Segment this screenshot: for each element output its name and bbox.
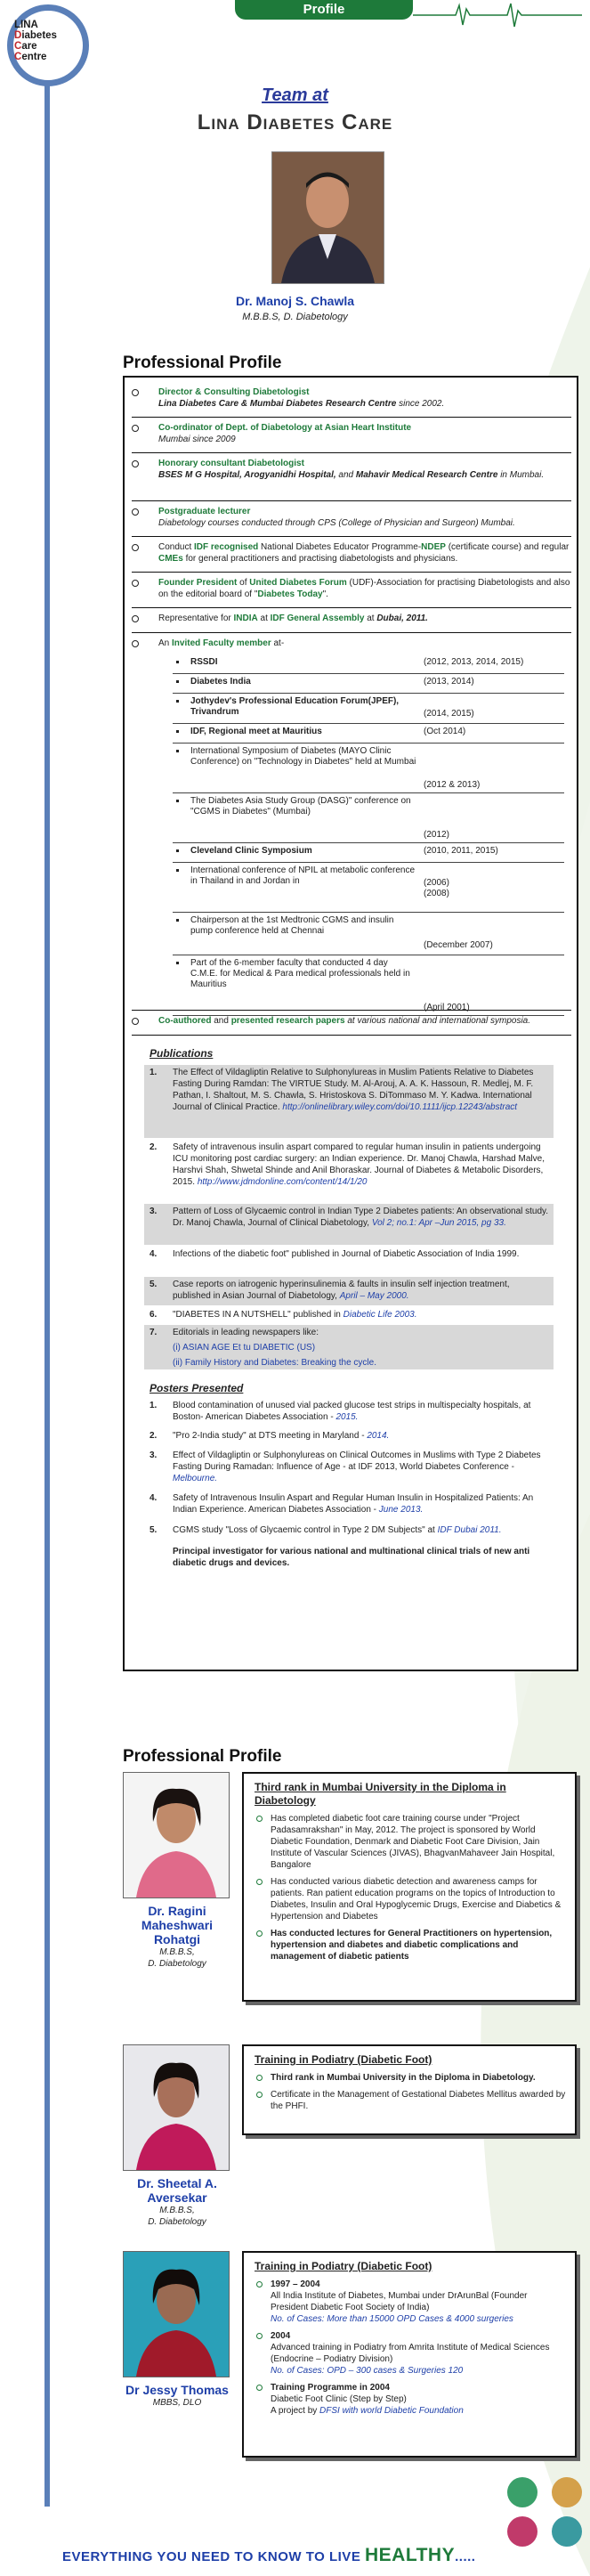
table-row: Part of the 6-member faculty that conducted 4 day C.M.E. for Medical & Para medical professionals held in Mauritius (April 2001) xyxy=(173,958,564,1016)
bullet-icon xyxy=(256,1879,263,1885)
publications-heading: Publications xyxy=(150,1047,214,1060)
team-name: Dr. Ragini Maheshwari Rohatgi xyxy=(141,1904,214,1946)
centre-title: Lina Diabetes Care xyxy=(197,110,393,134)
bullet-icon xyxy=(132,615,139,622)
decor-dot xyxy=(507,2477,537,2507)
profile-tab[interactable]: Profile xyxy=(235,0,413,20)
table-row: Jothydev's Professional Education Forum(JPEF), Trivandrum (2014, 2015) xyxy=(173,696,564,724)
team-photo xyxy=(123,1772,230,1898)
bullet-icon xyxy=(132,425,139,432)
bullet-icon xyxy=(132,1018,139,1025)
table-row: Diabetes India (2013, 2014) xyxy=(173,677,564,694)
list-item: 5. Case reports on iatrogenic hyperinsulinemia & faults in insulin self injection treatment, published in Asian Journal of Diabetology, April – May 2000. xyxy=(144,1277,554,1306)
table-row: RSSDI (2012, 2013, 2014, 2015) xyxy=(173,657,564,674)
decor-dot xyxy=(507,2516,537,2547)
decor-dot xyxy=(552,2516,582,2547)
ecg-line-icon xyxy=(413,2,582,28)
list-item: 3. Pattern of Loss of Glycaemic control in Indian Type 2 Diabetes patients: An observational study. Dr. Manoj Chawla, Journal of Clinical Diabetology, Vol 2; no.1: Apr –Jun 2015, pg 33. xyxy=(144,1204,554,1246)
table-row: Cleveland Clinic Symposium (2010, 2011, 2015) xyxy=(173,846,564,863)
team-card-ragini xyxy=(123,1772,231,1970)
team-degree: M.B.B.S, xyxy=(159,2206,195,2215)
bullet-icon xyxy=(256,2092,263,2098)
bullet-icon xyxy=(132,508,139,516)
bullet-icon xyxy=(132,640,139,647)
list-item: 4. Infections of the diabetic foot" published in Journal of Diabetic Association of India 1999. xyxy=(144,1247,554,1276)
list-item: Has conducted lectures for General Practitioners on hypertension, hypertension and diabetes and diabetic complications and management of diabetic patients xyxy=(255,1928,566,1962)
posters-heading: Posters Presented xyxy=(150,1382,244,1394)
bullet-icon xyxy=(256,2333,263,2339)
team-name: Dr Jessy Thomas xyxy=(125,2383,229,2397)
list-item: 1. Blood contamination of unused vial packed glucose test strips in multispecialty hospitals, at Boston- American Diabetes Association - 2015. xyxy=(150,1401,531,1422)
bullet-icon xyxy=(256,2075,263,2081)
team-card-jessy xyxy=(123,2251,231,2409)
profile-item: Co-ordinator of Dept. of Diabetology at Asian Heart Institute Mumbai since 2009 xyxy=(132,422,571,453)
team-degree: D. Diabetology xyxy=(148,1959,206,1969)
team-degree: D. Diabetology xyxy=(148,2217,206,2227)
table-row: Chairperson at the 1st Medtronic CGMS and insulin pump conference held at Chennai (December 2007) xyxy=(173,915,564,955)
list-item: Has conducted various diabetic detection and awareness camps for patients. Ran patient education programs on the topics of Introduction to Diabetes, Insulin and Oral Hypoglycemic Drugs, Exercise and Diabetics & Hypertension and Diabetes xyxy=(255,1876,566,1922)
profile-item: Honorary consultant Diabetologist BSES M G Hospital, Arogyanidhi Hospital, and Mahavir Medical Research Centre in Mumbai. xyxy=(132,458,571,501)
team-box-jessy xyxy=(242,2251,577,2458)
profile-item: Representative for INDIA at IDF General Assembly at Dubai, 2011. xyxy=(132,613,571,633)
team-at-heading: Team at xyxy=(262,85,328,105)
list-item: 2004 Advanced training in Podiatry from Amrita Institute of Medical Sciences (Endocrine – Podiatry Division) No. of Cases: OPD – 300 cases & Surgeries 120 xyxy=(255,2330,566,2377)
list-item: 6. "DIABETES IN A NUTSHELL" published in Diabetic Life 2003. xyxy=(144,1307,554,1324)
professional-profile-box xyxy=(123,376,578,1671)
section-title-professional-profile: Professional Profile xyxy=(123,353,282,372)
bullet-icon xyxy=(256,1816,263,1822)
list-item: 2. Safety of intravenous insulin aspart compared to regular human insulin in patients undergoing ICU monitoring post cardiac surgery: an Indian experience. Dr. Manoj Chawla, Harshad Malve, Harshvi Shah, Shwetal Shinde and Anil Bhoraskar. Journal of Diabetes & Metabolic Disorders, 2015. http://www.jdmdonline.com/content/14/1/20 xyxy=(144,1140,554,1203)
list-item: Has completed diabetic foot care training course under "Project Padasamrakshan" in May, 2012. The project is sponsored by World Diabetic Foundation, Denmark and Diabetic Foot Care Division, Jain Institute of Vascular Sciences (JIVAS), BhagvanMahaveer Jain Hospital, Bangalore xyxy=(255,1813,566,1871)
list-item: 2. "Pro 2-India study" at DTS meeting in Maryland - 2014. xyxy=(150,1431,390,1441)
team-card-sheetal xyxy=(123,2044,231,2228)
profile-item: Director & Consulting Diabetologist Lina Diabetes Care & Mumbai Diabetes Research Centre since 2002. xyxy=(132,386,571,418)
table-row: International conference of NPIL at metabolic conference in Thailand in and Jordan in (2006) (2008) xyxy=(173,865,564,913)
team-name: Dr. Sheetal A. Aversekar xyxy=(137,2176,217,2205)
list-item: Certificate in the Management of Gestational Diabetes Mellitus awarded by the PHFI. xyxy=(255,2089,566,2112)
profile-item: Co-authored and presented research papers at various national and international symposia. xyxy=(132,1015,571,1036)
bullet-icon xyxy=(256,2281,263,2288)
doctor-name: Dr. Manoj S. Chawla xyxy=(235,294,355,308)
logo-text: LINA Diabetes Care Centre xyxy=(14,20,57,62)
team-degree: MBBS, DLO xyxy=(152,2398,202,2408)
decor-dot xyxy=(552,2477,582,2507)
doctor-degree: M.B.B.S, D. Diabetology xyxy=(242,312,348,322)
team-photo xyxy=(123,2251,230,2377)
profile-item: Postgraduate lecturer Diabetology courses conducted through CPS (College of Physician and Surgeon) Mumbai. xyxy=(132,506,571,537)
publication-link[interactable]: http://onlinelibrary.wiley.com/doi/10.1111/ijcp.12243/abstract xyxy=(282,1102,518,1112)
bullet-icon xyxy=(256,1930,263,1937)
principal-investigator: Principal investigator for various national and multinational clinical trials of new anti diabetic drugs and devices. xyxy=(173,1547,530,1568)
team-photo xyxy=(123,2044,230,2171)
bullet-icon xyxy=(132,544,139,551)
table-row: IDF, Regional meet at Mauritius (Oct 2014) xyxy=(173,727,564,744)
team-box-title: Third rank in Mumbai University in the Diploma in Diabetology xyxy=(255,1781,506,1807)
vertical-accent-line xyxy=(44,85,50,2507)
table-row: International Symposium of Diabetes (MAYO Clinic Conference) on "Technology in Diabetes" held at Mumbai (2012 & 2013) xyxy=(173,746,564,793)
footer-tagline: EVERYTHING YOU NEED TO KNOW TO LIVE HEALTHY..... xyxy=(62,2545,476,2565)
team-degree: M.B.B.S, xyxy=(159,1947,195,1957)
profile-item: Conduct IDF recognised National Diabetes Educator Programme-NDEP (certificate course) and regular CMEs for general practitioners and practising diabetologists and physicians. xyxy=(132,541,571,573)
team-box-title: Training in Podiatry (Diabetic Foot) xyxy=(255,2053,432,2066)
list-item: 5. CGMS study "Loss of Glycaemic control in Type 2 DM Subjects" at IDF Dubai 2011. xyxy=(150,1525,502,1535)
profile-item: Founder President of United Diabetes Forum (UDF)-Association for practising Diabetologists and also on the editorial board of "Diabetes Today". xyxy=(132,577,571,608)
list-item: 1. The Effect of Vildagliptin Relative to Sulphonylureas in Muslim Patients Relative to Diabetes Fasting During Ramdan: The VIRTUE Study. M. Al-Arouj, A. A. K. Hassoun, R. Medlej, M. F. Pathan, I. Shaltout, M. S. Chawla, S. Hristoskova S. DiTommaso M. Y. Kadwa. International Journal of Clinical Practice. http://onlinelibrary.wiley.com/doi/10.1111/ijcp.12243/abstract xyxy=(144,1065,554,1139)
doctor-photo xyxy=(271,151,384,284)
team-box-ragini xyxy=(242,1772,577,2002)
list-item: 3. Effect of Vildagliptin or Sulphonylureas on Clinical Outcomes in Muslims with Type 2 Diabetes Fasting During Ramadan: Influence of Age - at IDF 2013, World Diabetes Conference - Melbourne. xyxy=(150,1451,541,1483)
publication-link[interactable]: http://www.jdmdonline.com/content/14/1/20 xyxy=(197,1177,368,1187)
team-box-title: Training in Podiatry (Diabetic Foot) xyxy=(255,2260,432,2272)
list-item: Third rank in Mumbai University in the Diploma in Diabetology. xyxy=(255,2072,566,2084)
list-item: Training Programme in 2004 Diabetic Foot Clinic (Step by Step) A project by DFSI with world Diabetic Foundation xyxy=(255,2382,566,2417)
section-title-professional-profile-2: Professional Profile xyxy=(123,1747,282,1766)
list-item: 7. Editorials in leading newspapers like: (i) ASIAN AGE Et tu DIABETIC (US) (ii) Family History and Diabetes: Breaking the cycle. xyxy=(144,1325,554,1370)
profile-item-invited: An Invited Faculty member at- RSSDI (2012, 2013, 2014, 2015) Diabetes India (2013, 2014) Jothydev's Professional Education Forum(JPEF), Trivandrum (2014, 2015) IDF, Regional meet at Mauritius (Oct 2014) International Symposium of Diabetes (MAYO Clinic Conference) on "Technology in Diabetes" held at Mumbai (2012 & 2013) The Diabetes Asia Study Group (DASG)" conference on "CGMS in Diabetes" (Mumbai) (2012) Cleveland Clinic Symposium (2010, 2011, 2015) International conference of NPIL at metabolic conference in Thailand in and Jordan in (2006) (2008) Chairperson at the 1st Medtronic CGMS and insulin pump conference held at Chennai (December 2007) Part of the 6-member faculty that conducted 4 day C.M.E. for Medical & Para medical professionals held in Mauritius (April 2001) xyxy=(132,638,571,1011)
list-item: 1997 – 2004 All India Institute of Diabetes, Mumbai under DrArunBal (Founder President Diabetic Foot Society of India) No. of Cases: More than 15000 OPD Cases & 4000 surgeries xyxy=(255,2279,566,2325)
list-item: 4. Safety of Intravenous Insulin Aspart and Regular Human Insulin in Hospitalized Patients: An Indian Experience. American Diabetes Association - June 2013. xyxy=(150,1493,534,1515)
bullet-icon xyxy=(132,460,139,467)
bullet-icon xyxy=(132,580,139,587)
bullet-icon xyxy=(132,389,139,396)
table-row: The Diabetes Asia Study Group (DASG)" conference on "CGMS in Diabetes" (Mumbai) (2012) xyxy=(173,796,564,843)
bullet-icon xyxy=(256,2385,263,2391)
team-box-sheetal xyxy=(242,2044,577,2135)
